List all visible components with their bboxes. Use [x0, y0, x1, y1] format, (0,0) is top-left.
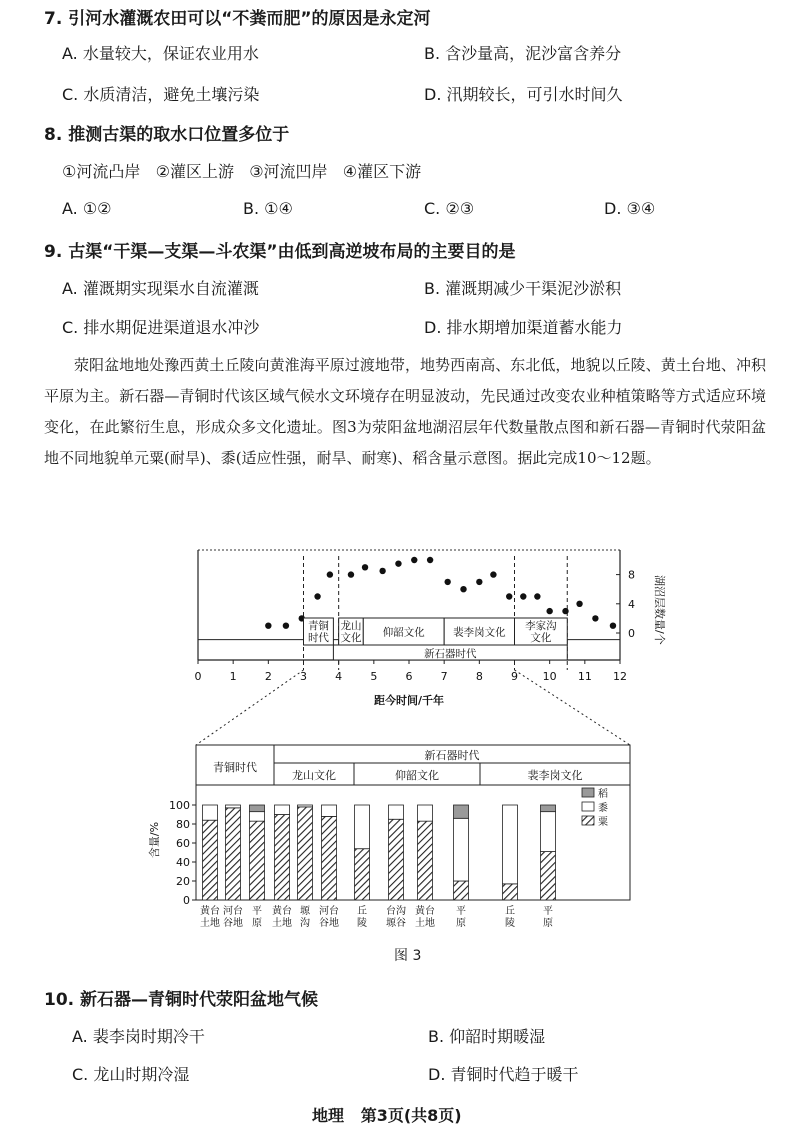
- scatter-point: [265, 623, 271, 629]
- bar-su: [454, 881, 469, 900]
- bar-category-label: 谷: [223, 918, 233, 929]
- bar-category-label: 沟: [300, 918, 310, 929]
- bar-category-label: 原: [252, 918, 262, 929]
- bar-shu: [275, 805, 290, 815]
- bar-su: [389, 819, 404, 900]
- legend-label-2: 粟: [598, 817, 608, 828]
- bar-y-tick-label: 100: [169, 799, 190, 812]
- scatter-point: [490, 571, 496, 577]
- figure-caption: 图 3: [394, 948, 422, 964]
- y-tick-label: 0: [628, 627, 635, 640]
- bar-category-label: 地: [329, 918, 339, 929]
- scatter-point: [476, 579, 482, 585]
- bar-su: [203, 820, 218, 900]
- bar-shu: [418, 805, 433, 821]
- period-label-0: 青铜: [307, 620, 329, 632]
- bar-su: [322, 816, 337, 900]
- bar-category-label: 台: [210, 906, 220, 917]
- bar-su: [503, 884, 518, 900]
- scatter-point: [362, 564, 368, 570]
- y-axis-label: 湖沼层数量/个: [653, 575, 666, 645]
- bar-rice: [454, 805, 469, 818]
- bar-category-label: 原: [543, 918, 553, 929]
- q9-option-b[interactable]: B. 灌溉期减少干渠泥沙淤积: [424, 279, 622, 298]
- scatter-point: [379, 568, 385, 574]
- scatter-point: [283, 623, 289, 629]
- scatter-point: [534, 593, 540, 599]
- bar-shu: [203, 805, 218, 820]
- bar-shu: [541, 812, 556, 852]
- bar-category-label: 土: [200, 918, 210, 929]
- legend-swatch-2: [582, 816, 594, 825]
- scatter-point: [460, 586, 466, 592]
- x-tick-label: 8: [475, 670, 483, 683]
- bar-category-label: 谷: [396, 918, 406, 929]
- bar-y-tick-label: 40: [176, 856, 190, 869]
- x-tick-label: 5: [370, 670, 378, 683]
- legend-label-0: 稻: [598, 789, 608, 800]
- bar-category-label: 河: [223, 906, 233, 917]
- bar-category-label: 台: [329, 906, 339, 917]
- header-culture-2: 裴李岗文化: [527, 769, 583, 782]
- bar-category-label: 黄: [200, 906, 210, 917]
- q7-option-d[interactable]: D. 汛期较长，可引水时间久: [424, 85, 623, 104]
- header-neolithic: 新石器时代: [424, 749, 480, 762]
- period-label-4: 文化: [530, 632, 552, 644]
- q9-option-a[interactable]: A. 灌溉期实现渠水自流灌溉: [62, 279, 259, 298]
- scatter-point: [348, 571, 354, 577]
- legend-swatch-0: [582, 788, 594, 797]
- period-label-2: 仰韶文化: [382, 626, 425, 639]
- zoom-line-left: [196, 670, 304, 745]
- q8-items: ①河流凸岸 ②灌区上游 ③河流凹岸 ④灌区下游: [62, 162, 422, 181]
- q10-option-b[interactable]: B. 仰韶时期暖湿: [428, 1027, 546, 1046]
- era-label: 新石器时代: [424, 648, 477, 660]
- bar-shu: [503, 805, 518, 884]
- bar-y-tick-label: 20: [176, 875, 190, 888]
- q9-option-d[interactable]: D. 排水期增加渠道蓄水能力: [424, 318, 623, 337]
- q7-option-c[interactable]: C. 水质清洁，避免土壤污染: [62, 85, 260, 104]
- q9-stem: 9. 古渠“干渠—支渠—斗农渠”由低到高逆坡布局的主要目的是: [44, 242, 516, 262]
- y-tick-label: 8: [628, 568, 635, 582]
- x-tick-label: 1: [229, 670, 237, 683]
- period-label-0: 时代: [307, 632, 329, 644]
- scatter-point: [411, 557, 417, 563]
- x-tick-label: 2: [264, 670, 272, 683]
- bar-category-label: 丘: [505, 906, 515, 917]
- bar-shu: [389, 805, 404, 819]
- bar-category-label: 平: [252, 906, 262, 917]
- bar-shu: [298, 805, 313, 807]
- bar-category-label: 原: [456, 918, 466, 929]
- x-tick-label: 12: [613, 670, 627, 683]
- bar-category-label: 土: [272, 918, 282, 929]
- figure-3: [0, 540, 800, 980]
- scatter-point: [506, 593, 512, 599]
- legend-label-1: 黍: [598, 803, 608, 814]
- bar-shu: [454, 818, 469, 881]
- bar-y-axis-label: 含量/%: [148, 821, 161, 859]
- q10-option-c[interactable]: C. 龙山时期冷湿: [72, 1065, 190, 1084]
- bar-category-label: 陵: [357, 918, 367, 929]
- bar-shu: [355, 805, 370, 849]
- bar-category-label: 平: [456, 906, 466, 917]
- y-tick-label: 4: [628, 597, 635, 611]
- bar-su: [226, 808, 241, 900]
- bar-category-label: 黄: [415, 906, 425, 917]
- bar-category-label: 地: [210, 918, 220, 929]
- bar-su: [298, 807, 313, 900]
- scatter-point: [444, 579, 450, 585]
- bar-y-tick-label: 0: [183, 894, 190, 907]
- bar-category-label: 台: [233, 906, 243, 917]
- x-tick-label: 9: [511, 670, 518, 683]
- q10-option-a[interactable]: A. 裴李岗时期冷干: [72, 1027, 205, 1046]
- bar-su: [541, 852, 556, 900]
- bar-category-label: 谷: [319, 918, 329, 929]
- q8-stem: 8. 推测古渠的取水口位置多位于: [44, 125, 290, 145]
- bar-shu: [250, 812, 265, 822]
- bar-su: [275, 815, 290, 901]
- period-label-3: 裴李岗文化: [453, 626, 506, 639]
- header-culture-1: 仰韶文化: [395, 769, 439, 782]
- bar-category-label: 黄: [272, 906, 282, 917]
- q7-option-a[interactable]: A. 水量较大，保证农业用水: [62, 44, 259, 63]
- bar-category-label: 平: [543, 906, 553, 917]
- x-tick-label: 6: [405, 670, 413, 683]
- q7-option-b[interactable]: B. 含沙量高，泥沙富含养分: [424, 44, 622, 63]
- bar-category-label: 陵: [505, 918, 515, 929]
- bar-category-label: 地: [233, 918, 243, 929]
- q8-option-c[interactable]: C. ②③: [424, 199, 475, 218]
- scatter-point: [576, 601, 582, 607]
- bar-rice: [541, 805, 556, 812]
- page-footer: 地理 第3页(共8页): [312, 1106, 462, 1125]
- x-tick-label: 10: [542, 670, 557, 683]
- bar-category-label: 塬: [386, 918, 396, 929]
- scatter-point: [395, 560, 401, 566]
- bar-su: [355, 849, 370, 900]
- bar-category-label: 地: [282, 918, 292, 929]
- q7-stem: 7. 引河水灌溉农田可以“不粪而肥”的原因是永定河: [44, 9, 431, 29]
- bar-category-label: 地: [425, 918, 435, 929]
- scatter-point: [427, 557, 433, 563]
- header-culture-0: 龙山文化: [292, 769, 336, 782]
- period-label-1: 龙山: [340, 620, 362, 632]
- q10-option-d[interactable]: D. 青铜时代趋于暖干: [428, 1065, 579, 1084]
- bar-category-label: 丘: [357, 906, 367, 917]
- x-tick-label: 4: [335, 670, 343, 683]
- x-tick-label: 0: [194, 670, 202, 683]
- scatter-point: [592, 615, 598, 621]
- q8-option-b[interactable]: B. ①④: [243, 199, 293, 218]
- bar-rice: [250, 805, 265, 812]
- period-label-4: 李家沟: [525, 620, 557, 632]
- scatter-point: [546, 608, 552, 614]
- period-label-1: 文化: [340, 632, 362, 644]
- header-bronze-age: 青铜时代: [213, 761, 257, 774]
- bar-category-label: 台: [282, 906, 292, 917]
- bar-shu: [322, 805, 337, 816]
- bar-y-tick-label: 60: [176, 837, 190, 850]
- q8-option-a[interactable]: A. ①②: [62, 199, 112, 218]
- x-tick-label: 3: [300, 670, 307, 683]
- bar-category-label: 沟: [396, 906, 406, 917]
- bar-y-tick-label: 80: [176, 818, 190, 831]
- bar-category-label: 台: [386, 906, 396, 917]
- bar-category-label: 塬: [300, 906, 310, 917]
- q9-option-c[interactable]: C. 排水期促进渠道退水冲沙: [62, 318, 260, 337]
- passage-text: 荥阳盆地地处豫西黄土丘陵向黄淮海平原过渡地带，地势西南高、东北低，地貌以丘陵、黄土台地、冲积平原为主。新石器—青铜时代该区域气候水文环境存在明显波动，先民通过改变农业种植策略等方式适应环境变化，在此繁衍生息，形成众多文化遗址。图3为荥阳盆地湖沼层年代数量散点图和新石器—青铜时代荥阳盆地不同地貌单元粟(耐旱)、黍(适应性强，耐旱、耐寒)、稻含量示意图。据此完成10～12题。: [44, 356, 766, 467]
- scatter-point: [327, 571, 333, 577]
- bar-su: [250, 821, 265, 900]
- legend-swatch-1: [582, 802, 594, 811]
- bar-category-label: 河: [319, 906, 329, 917]
- bar-shu: [226, 805, 241, 808]
- scatter-point: [610, 623, 616, 629]
- scatter-point: [562, 608, 568, 614]
- bar-category-label: 台: [425, 906, 435, 917]
- bar-su: [418, 821, 433, 900]
- bar-category-label: 土: [415, 918, 425, 929]
- x-axis-label: 距今时间/千年: [373, 694, 445, 707]
- scatter-point: [314, 593, 320, 599]
- q8-option-d[interactable]: D. ③④: [604, 199, 656, 218]
- x-tick-label: 11: [577, 670, 592, 683]
- x-tick-label: 7: [440, 670, 448, 683]
- q10-stem: 10. 新石器—青铜时代荥阳盆地气候: [44, 990, 319, 1010]
- scatter-point: [520, 593, 526, 599]
